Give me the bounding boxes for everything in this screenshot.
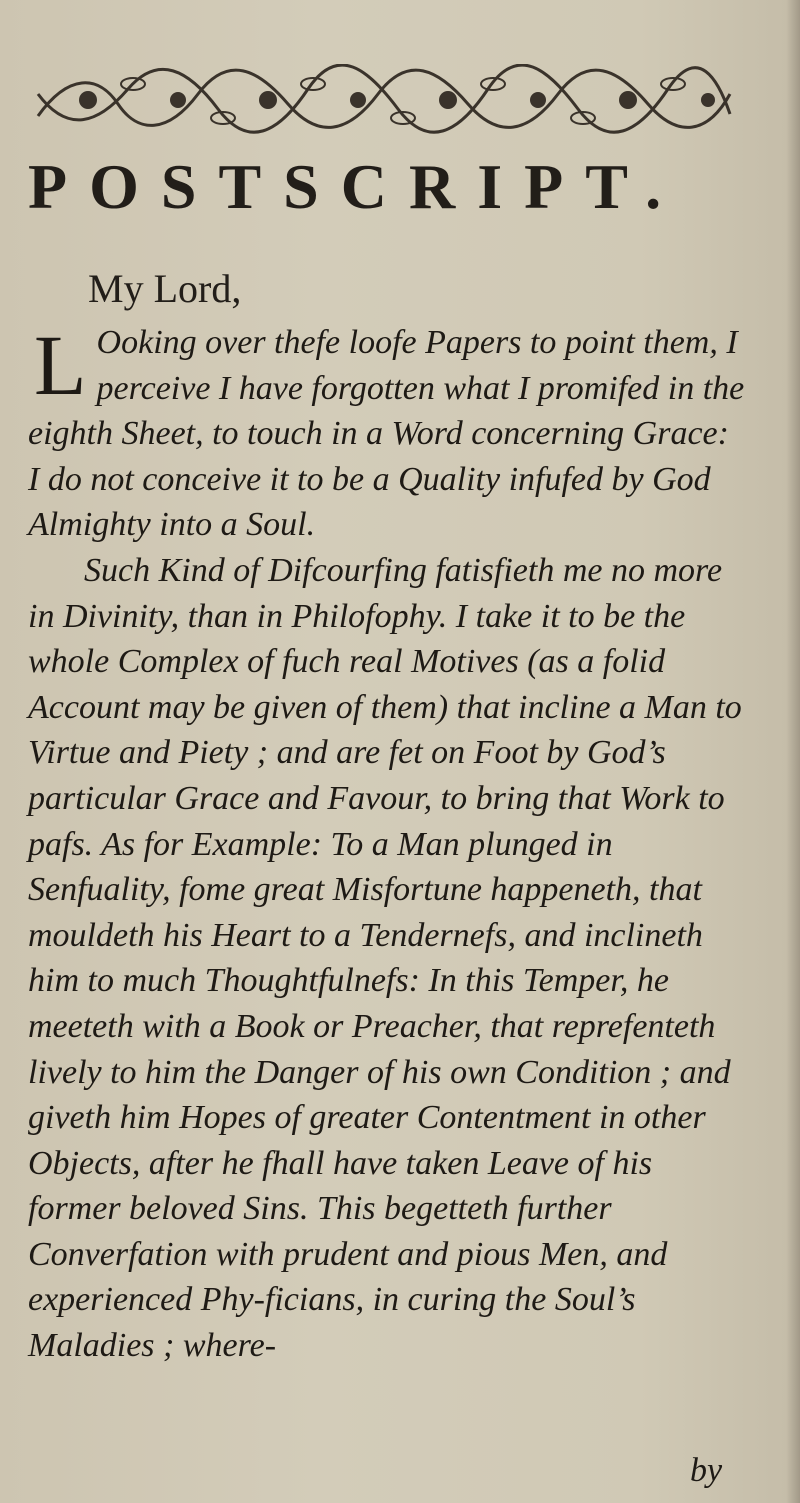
- paragraph-2: [28, 548, 748, 1369]
- floral-headpiece-ornament: [28, 64, 740, 136]
- paragraph-1: [28, 317, 748, 548]
- drop-cap: L: [34, 317, 87, 413]
- page-edge-shadow: [786, 0, 800, 1503]
- salutation: My Lord,: [88, 266, 242, 311]
- catchword: by: [690, 1452, 723, 1489]
- body-text: [28, 317, 748, 1369]
- paragraph-text: Such Kind of Difcourfing fatisfieth me no more in Divinity, than in Philofophy. I take it to be the whole Complex of fuch real Motives (as a folid Account may be given of them) that incline a Man to Virtue and Piety ; and are fet on Foot by God’s particular Grace and Favour, to bring that Work to pafs. As for Example: To a Man plunged in Senfuality, fome great Misfortune happeneth, that mouldeth his Heart to a Tendernefs, and inclineth him to much Thoughtfulnefs: In this Temper, he meeteth with a Book or Preacher, that reprefenteth lively to him the Danger of his own Condition ; and giveth him Hopes of greater Contentment in other Objects, after he fhall have taken Leave of his former beloved Sins. This begetteth further Converfation with prudent and pious Men, and experienced Phy-ficians, in curing the Soul’s Maladies ; where-: [28, 551, 742, 1365]
- paragraph-text: Ooking over thefe loofe Papers to point them, I perceive I have forgotten what I promifed in the eighth Sheet, to touch in a Word concerning Grace: I do not conceive it to be a Quality infufed by God Almighty into a Soul.: [28, 324, 745, 544]
- page-title: POSTSCRIPT.: [28, 151, 684, 222]
